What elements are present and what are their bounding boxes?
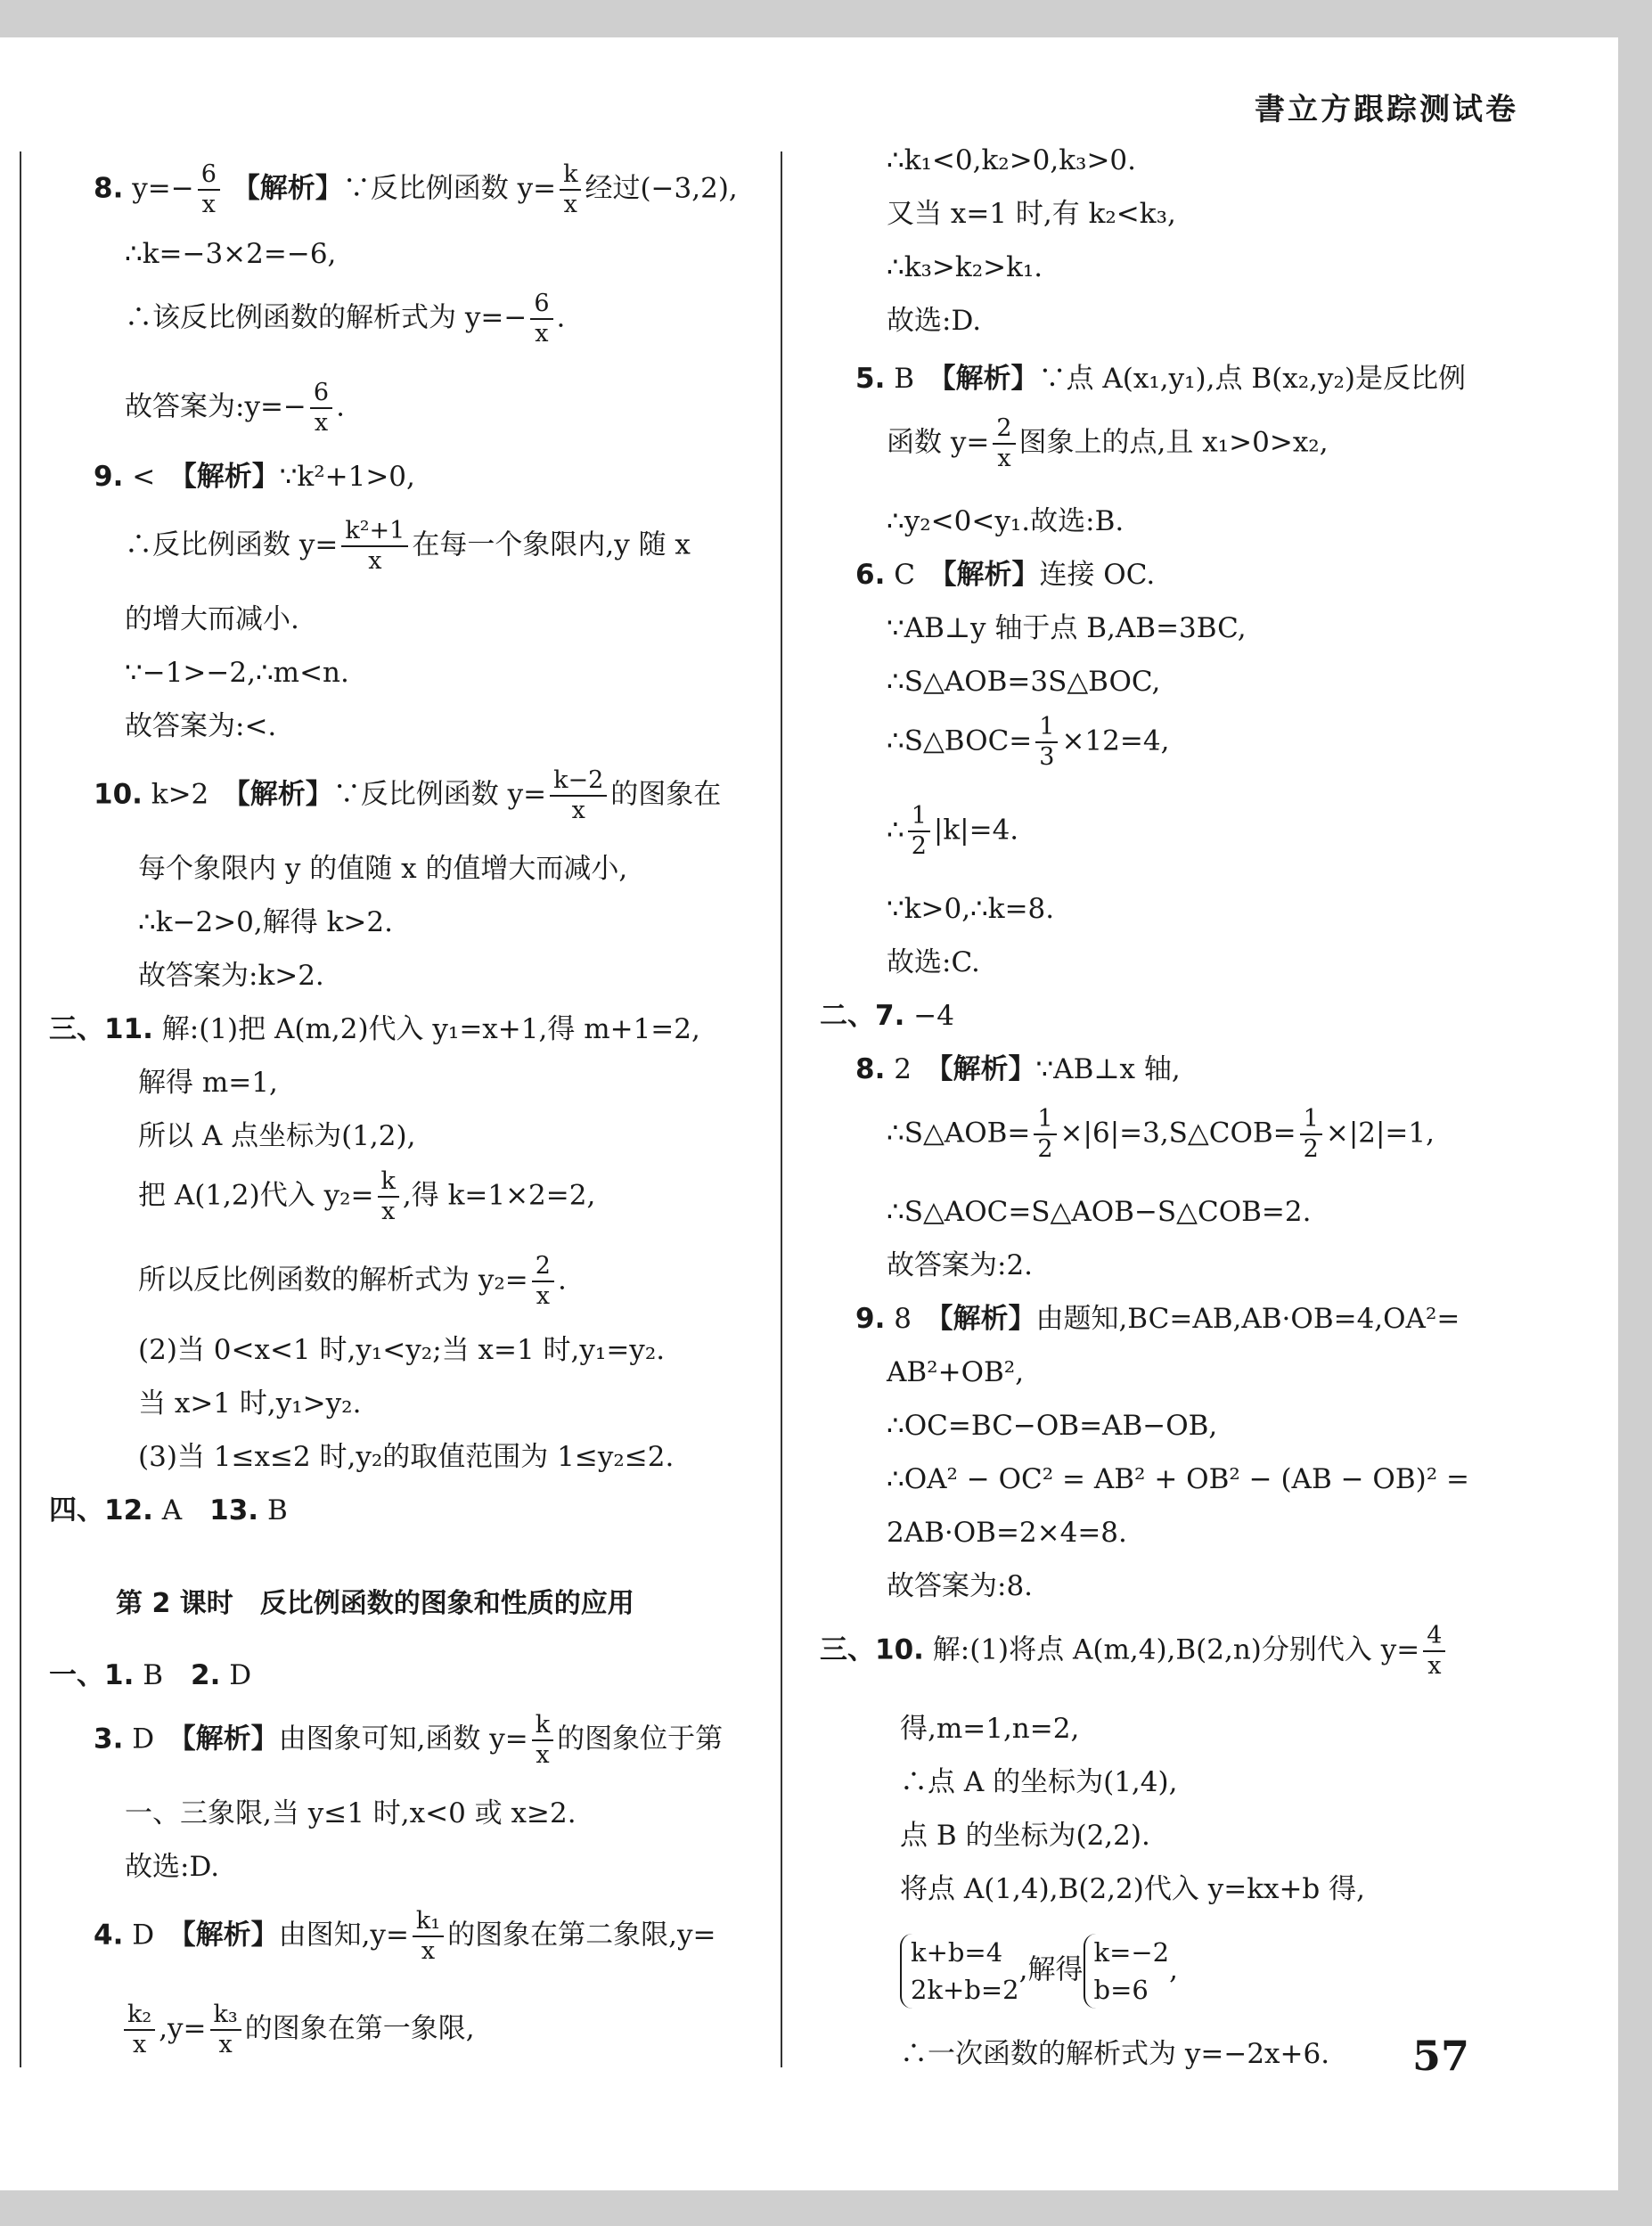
column-divider [781,151,782,2067]
line: 故选:C. [887,946,980,978]
line: 把 A(1,2)代入 y₂= $\frac{k}{x}$ ,得 k=1×2=2, [138,1167,596,1225]
header-title: 書立方跟踪测试卷 [1255,92,1518,127]
scan-border-bottom [0,2190,1652,2226]
line: 2AB·OB=2×4=8. [887,1517,1127,1549]
line: ∴OA² − OC² = AB² + OB² − (AB − OB)² = [887,1463,1469,1495]
line: (2)当 0<x<1 时,y₁<y₂;当 x=1 时,y₁=y₂. [138,1334,666,1366]
line: 故答案为:y=− $\frac{6}{x}$ . [125,379,345,437]
line: ∵AB⊥y 轴于点 B,AB=3BC, [887,612,1247,644]
line: $\frac{\text{k₂}}{x}$ ,y= $\frac{\text{k₃}}{x}$ 的图象在第一象限, [120,2001,475,2059]
line: 的增大而减小. [125,603,299,635]
line: ∴k₁<0,k₂>0,k₃>0. [887,144,1137,176]
section-title: 第 2 课时 反比例函数的图象和性质的应用 [116,1588,634,1619]
line: 解得 m=1, [138,1067,278,1099]
line: 故选:D. [887,305,982,337]
line: 将点 A(1,4),B(2,2)代入 y=kx+b 得, [900,1873,1365,1905]
line: ∴k−2>0,解得 k>2. [138,906,393,938]
line: (3)当 1≤x≤2 时,y₂的取值范围为 1≤y₂≤2. [138,1441,675,1473]
line: ∵k>0,∴k=8. [887,893,1055,925]
answer-3: 3. D 【解析】由图象可知,函数 y= $\frac{k}{x}$ 的图象位于第 [94,1711,724,1769]
line: ∴S△AOB=3S△BOC, [887,666,1161,698]
line: ∴S△BOC= $\frac{1}{3}$ ×12=4, [887,713,1170,771]
line: 故答案为:k>2. [138,960,324,992]
line: ∴一次函数的解析式为 y=−2x+6. [900,2038,1330,2070]
line: 得,m=1,n=2, [900,1713,1080,1745]
line: 一、三象限,当 y≤1 时,x<0 或 x≥2. [125,1797,577,1829]
answer-10: 10. k>2 【解析】∵反比例函数 y= $\frac{k-2}{x}$ 的图象在 [94,766,722,824]
line: 函数 y= $\frac{2}{x}$ 图象上的点,且 x₁>0>x₂, [887,414,1329,472]
answer-6: 6. C 【解析】连接 OC. [855,559,1156,591]
line: ∴S△AOC=S△AOB−S△COB=2. [887,1196,1312,1228]
scan-border-right [1618,0,1652,2226]
answer-5: 5. B 【解析】∵点 A(x₁,y₁),点 B(x₂,y₂)是反比例 [855,363,1467,395]
answer-8: 8. y=− $\frac{6}{x}$ 【解析】∵反比例函数 y= $\frac{k}{x}$ 经过(−3,2), [94,160,738,218]
line: 故答案为:2. [887,1249,1034,1281]
line: 故选:D. [125,1851,220,1883]
answer-7: 二、7. −4 [820,1000,954,1032]
line: ∴k₃>k₂>k₁. [887,251,1043,283]
answer-4: 4. D 【解析】由图知,y= $\frac{\text{k₁}}{x}$ 的图象在第二象限,y= [94,1907,716,1965]
line: ∴反比例函数 y= $\frac{\text{k²+1}}{x}$ 在每一个象限内,y 随 x [125,517,691,575]
line: ∴点 A 的坐标为(1,4), [900,1766,1178,1798]
answer-8: 8. 2 【解析】∵AB⊥x 轴, [855,1053,1181,1085]
answer-12-13: 四、12. A 13. B [49,1494,288,1526]
equation-system: k+b=4 2k+b=2 ,解得 k=−2 b=6 , [900,1934,1178,2009]
line: AB²+OB², [887,1356,1025,1388]
line: ∴OC=BC−OB=AB−OB, [887,1410,1218,1442]
line: 又当 x=1 时,有 k₂<k₃, [887,198,1176,230]
scan-border-top [0,0,1652,37]
line: 点 B 的坐标为(2,2). [900,1820,1150,1852]
line: ∴y₂<0<y₁.故选:B. [887,505,1125,537]
line: ∴S△AOB= $\frac{1}{2}$ ×|6|=3,S△COB= $\frac{1}{2}$ ×|2|=1, [887,1105,1435,1163]
answer-11: 三、11. 解:(1)把 A(m,2)代入 y₁=x+1,得 m+1=2, [49,1013,700,1045]
line: 所以反比例函数的解析式为 y₂= $\frac{2}{x}$ . [138,1252,567,1310]
answer-1-2: 一、1. B 2. D [49,1659,252,1691]
line: ∴该反比例函数的解析式为 y=− $\frac{6}{x}$ . [125,290,566,348]
answer-9: 9. 8 【解析】由题知,BC=AB,AB·OB=4,OA²= [855,1303,1460,1335]
line: 故答案为:8. [887,1570,1034,1602]
line: 故答案为:<. [125,710,277,742]
line: ∵−1>−2,∴m<n. [125,657,349,689]
answer-10: 三、10. 解:(1)将点 A(m,4),B(2,n)分别代入 y= $\frac{4}{x}$ [820,1622,1449,1681]
page-number: 57 [1411,2032,1469,2080]
line: 每个象限内 y 的值随 x 的值增大而减小, [138,853,628,885]
line: ∴ $\frac{1}{2}$ |k|=4. [887,802,1019,860]
answer-9: 9. < 【解析】∵k²+1>0, [94,461,415,493]
line: 当 x>1 时,y₁>y₂. [138,1387,362,1420]
line: ∴k=−3×2=−6, [125,238,337,270]
line: 所以 A 点坐标为(1,2), [138,1120,416,1152]
left-margin-rule [20,151,21,2067]
